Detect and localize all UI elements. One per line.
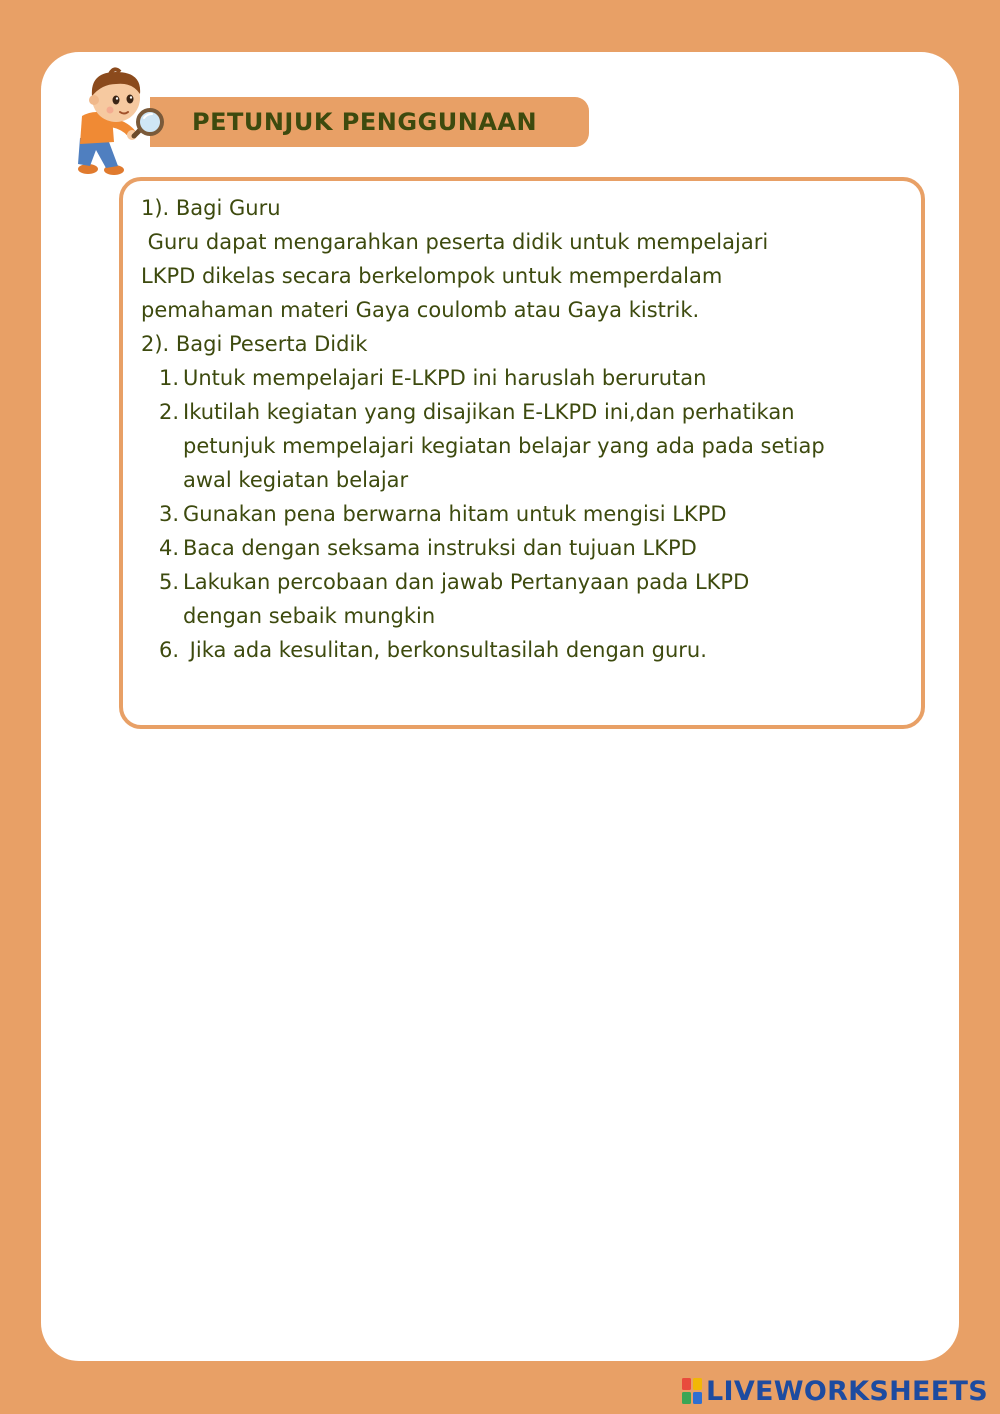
page-title: PETUNJUK PENGGUNAAN [192, 108, 538, 136]
instructions-box [119, 177, 925, 729]
list-item-text: dengan sebaik mungkin [183, 604, 436, 628]
list-item [141, 395, 911, 497]
peserta-heading: 2). Bagi Peserta Didik [141, 332, 368, 356]
list-item [141, 531, 911, 565]
liveworksheets-logo-icon [682, 1378, 702, 1404]
list-item-text: petunjuk mempelajari kegiatan belajar yang ada pada setiap [183, 434, 825, 458]
list-number: 3. [158, 502, 179, 526]
list-item-text: Lakukan percobaan dan jawab Pertanyaan pada LKPD [183, 570, 750, 594]
list-number: 2. [158, 400, 179, 424]
list-item-text: Ikutilah kegiatan yang disajikan E-LKPD ini,dan perhatikan [183, 400, 795, 424]
list-number: 4. [158, 536, 179, 560]
list-item-text: Jika ada kesulitan, berkonsultasilah dengan guru. [183, 638, 707, 662]
liveworksheets-watermark[interactable] [682, 1374, 988, 1408]
list-item-text: awal kegiatan belajar [183, 468, 409, 492]
list-number: 5. [158, 570, 179, 594]
guru-text-line: pemahaman materi Gaya coulomb atau Gaya kistrik. [141, 298, 700, 322]
list-item [141, 565, 911, 633]
list-number: 1. [158, 366, 179, 390]
boy-with-magnifier-icon [70, 66, 170, 178]
guru-heading: 1). Bagi Guru [141, 196, 281, 220]
guru-text-line: LKPD dikelas secara berkelompok untuk memperdalam [141, 264, 723, 288]
list-item [141, 497, 911, 531]
list-item-text: Baca dengan seksama instruksi dan tujuan LKPD [183, 536, 697, 560]
instructions-content [141, 191, 911, 667]
list-item [141, 361, 911, 395]
watermark-text: LIVEWORKSHEETS [705, 1375, 988, 1407]
list-number: 6. [158, 638, 179, 662]
guru-text-line: Guru dapat mengarahkan peserta didik untuk mempelajari [141, 230, 769, 254]
list-item [141, 633, 911, 667]
title-banner [150, 97, 589, 147]
list-item-text: Untuk mempelajari E-LKPD ini haruslah berurutan [183, 366, 707, 390]
list-item-text: Gunakan pena berwarna hitam untuk mengisi LKPD [183, 502, 727, 526]
